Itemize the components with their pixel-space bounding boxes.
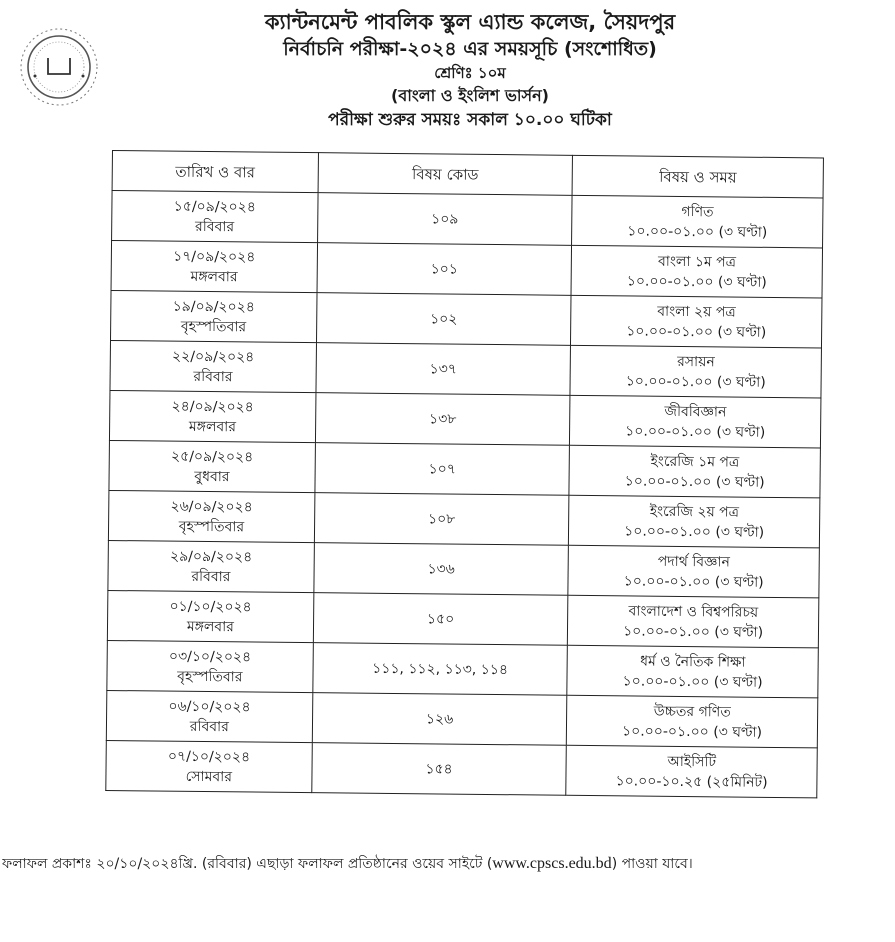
code-cell xyxy=(312,743,567,796)
exam-date: ১৫/০৯/২০২৪ xyxy=(173,198,256,216)
exam-day: মঙ্গলবার xyxy=(186,618,234,635)
date-cell xyxy=(108,490,314,542)
table-row xyxy=(108,540,819,597)
subject-cell xyxy=(571,245,822,298)
code-cell xyxy=(317,193,572,246)
subject-code: ১০১ xyxy=(430,260,459,278)
table-row xyxy=(109,440,820,497)
exam-time: ১০.০০-০১.০০ (৩ ঘণ্টা) xyxy=(626,322,767,341)
code-cell xyxy=(316,343,571,396)
school-seal-book-icon xyxy=(18,26,100,108)
school-seal-logo xyxy=(18,26,100,108)
subject-cell xyxy=(572,195,823,248)
subject-name: বাংলা ১ম পত্র xyxy=(657,253,737,271)
code-cell xyxy=(314,493,569,546)
exam-date: ০৬/১০/২০২৪ xyxy=(168,698,251,715)
result-notice xyxy=(2,852,892,876)
exam-date: ০৩/১০/২০২৪ xyxy=(168,648,252,665)
exam-time: ১০.০০-০১.০০ (৩ ঘণ্টা) xyxy=(625,422,766,441)
website-link[interactable]: www.cpscs.edu.bd xyxy=(492,855,612,872)
date-cell xyxy=(107,640,313,692)
subject-code: ১০৯ xyxy=(431,210,459,228)
table-row xyxy=(109,390,820,447)
exam-time: ১০.০০-০১.০০ (৩ ঘণ্টা) xyxy=(626,272,767,291)
result-notice-text-end: ) পাওয়া যাবে। xyxy=(611,856,693,872)
date-cell xyxy=(107,590,313,642)
exam-date: ০১/১০/২০২৪ xyxy=(169,598,252,615)
code-cell xyxy=(314,543,569,596)
start-time-label: পরীক্ষা শুরুর সময়ঃ সকাল ১০.০০ ঘটিকা xyxy=(328,110,612,130)
table-row xyxy=(110,340,821,397)
class-label: শ্রেণিঃ ১০ম xyxy=(434,64,506,82)
exam-title: নির্বাচনি পরীক্ষা-২০২৪ এর সময়সূচি (সংশোধিত) xyxy=(283,38,657,60)
subject-code: ১৩৬ xyxy=(427,560,455,578)
exam-time: ১০.০০-০১.০০ (৩ ঘণ্টা) xyxy=(624,472,765,491)
table-row xyxy=(112,191,823,248)
exam-time: ১০.০০-০১.০০ (৩ ঘণ্টা) xyxy=(622,722,763,741)
exam-day: রবিবার xyxy=(189,718,229,735)
table-row xyxy=(106,740,817,797)
exam-time: ১০.০০-০১.০০ (৩ ঘণ্টা) xyxy=(627,222,768,241)
exam-day: বৃহস্পতিবার xyxy=(180,318,247,335)
exam-day: মঙ্গলবার xyxy=(190,268,238,285)
exam-day: রবিবার xyxy=(194,218,235,235)
version-label: (বাংলা ও ইংলিশ ভার্সন) xyxy=(391,86,549,105)
date-cell xyxy=(108,540,314,592)
exam-schedule-table xyxy=(105,150,824,798)
subject-code: ১০৮ xyxy=(427,510,456,528)
subject-cell xyxy=(569,495,820,548)
subject-name: উচ্চতর গণিত xyxy=(653,703,731,721)
exam-day: রবিবার xyxy=(191,568,231,585)
subject-code: ১০২ xyxy=(430,310,458,328)
exam-day: সোমবার xyxy=(185,768,233,785)
exam-date: ২৯/০৯/২০২৪ xyxy=(169,548,253,565)
subject-code: ১৫০ xyxy=(426,610,455,628)
exam-date: ২৪/০৯/২০২৪ xyxy=(171,398,254,415)
column-header-subject: বিষয় ও সময় xyxy=(572,155,823,198)
table-row xyxy=(108,490,819,547)
table-row xyxy=(106,690,817,747)
date-cell xyxy=(112,191,318,243)
date-cell xyxy=(106,690,312,742)
subject-name: আইসিটি xyxy=(667,753,717,770)
subject-code: ১১১, ১১২, ১১৩, ১১৪ xyxy=(372,660,509,678)
subject-cell xyxy=(566,745,817,798)
code-cell xyxy=(315,443,570,496)
exam-time: ১০.০০-০১.০০ (৩ ঘণ্টা) xyxy=(624,522,765,541)
subject-code: ১৩৮ xyxy=(428,410,457,428)
exam-day: বৃহস্পতিবার xyxy=(178,518,245,535)
subject-cell xyxy=(571,295,822,348)
exam-day: রবিবার xyxy=(193,368,233,385)
date-cell xyxy=(109,390,315,442)
exam-time: ১০.০০-০১.০০ (৩ ঘণ্টা) xyxy=(623,622,764,641)
date-cell xyxy=(110,340,316,392)
exam-day: বুধবার xyxy=(194,468,230,485)
code-cell xyxy=(316,293,571,346)
subject-cell xyxy=(569,445,820,498)
subject-cell xyxy=(568,545,819,598)
subject-name: ইংরেজি ১ম পত্র xyxy=(650,453,740,471)
table-row xyxy=(111,290,822,347)
table-row xyxy=(107,640,818,697)
code-cell xyxy=(313,643,568,696)
date-cell xyxy=(111,290,317,342)
exam-time: ১০.০০-১০.২৫ (২৫মিনিট) xyxy=(615,772,768,791)
date-cell xyxy=(111,241,317,293)
exam-date: ২২/০৯/২০২৪ xyxy=(172,348,255,366)
subject-code: ১০৭ xyxy=(428,460,456,478)
exam-date: ০৭/১০/২০২৪ xyxy=(167,748,251,765)
subject-cell xyxy=(567,645,818,698)
subject-cell xyxy=(570,395,821,448)
subject-cell xyxy=(570,345,821,398)
result-notice-text: ফলাফল প্রকাশঃ ২০/১০/২০২৪খ্রি. (রবিবার) এছাড়া ফলাফল প্রতিষ্ঠানের ওয়েব সাইটে ( xyxy=(2,856,493,872)
subject-code: ১৫৪ xyxy=(425,760,453,778)
code-cell xyxy=(312,693,567,746)
table-row xyxy=(107,590,818,647)
subject-cell xyxy=(567,695,818,748)
exam-date: ১৭/০৯/২০২৪ xyxy=(173,248,256,266)
subject-name: পদার্থ বিজ্ঞান xyxy=(657,553,730,570)
date-cell xyxy=(106,740,312,792)
subject-cell xyxy=(568,595,819,648)
exam-day: মঙ্গলবার xyxy=(188,418,237,435)
subject-name: বাংলা ২য় পত্র xyxy=(657,303,736,321)
subject-name: জীববিজ্ঞান xyxy=(664,403,727,420)
subject-name: গণিত xyxy=(681,203,714,220)
exam-time: ১০.০০-০১.০০ (৩ ঘণ্টা) xyxy=(623,572,764,591)
exam-date: ১৯/০৯/২০২৪ xyxy=(172,298,255,316)
column-header-date: তারিখ ও বার xyxy=(112,151,318,193)
column-header-code: বিষয় কোড xyxy=(318,153,573,196)
subject-name: ধর্ম ও নৈতিক শিক্ষা xyxy=(640,653,746,671)
subject-name: বাংলাদেশ ও বিশ্বপরিচয় xyxy=(628,602,759,621)
subject-name: ইংরেজি ২য় পত্র xyxy=(649,503,740,521)
subject-name: রসায়ন xyxy=(677,353,715,370)
exam-time: ১০.০০-০১.০০ (৩ ঘণ্টা) xyxy=(622,672,763,691)
exam-date: ২৫/০৯/২০২৪ xyxy=(170,448,254,465)
subject-code: ১২৬ xyxy=(425,710,454,728)
subject-code: ১৩৭ xyxy=(429,360,457,378)
exam-day: বৃহস্পতিবার xyxy=(177,668,243,685)
code-cell xyxy=(317,243,572,296)
document-header xyxy=(150,8,790,132)
institution-name: ক্যান্টনমেন্ট পাবলিক স্কুল এ্যান্ড কলেজ, সৈয়দপুর xyxy=(264,10,676,34)
date-cell xyxy=(109,440,315,492)
exam-date: ২৬/০৯/২০২৪ xyxy=(170,498,253,515)
table-row xyxy=(111,241,822,298)
exam-time: ১০.০০-০১.০০ (৩ ঘণ্টা) xyxy=(625,372,766,391)
code-cell xyxy=(315,393,570,446)
code-cell xyxy=(313,593,568,646)
